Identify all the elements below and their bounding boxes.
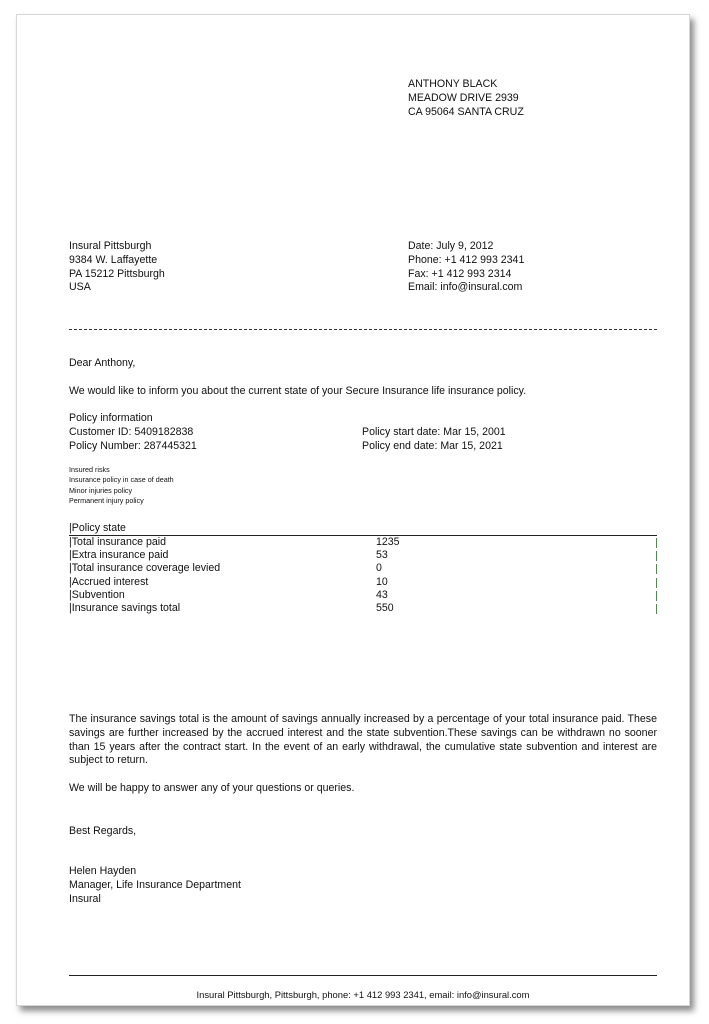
closing-line: We will be happy to answer any of your questions or queries. — [69, 782, 355, 794]
row-value: 43 — [376, 588, 388, 601]
sender-address — [69, 240, 165, 295]
row-label: | Insurance savings total — [69, 602, 180, 614]
row-value: 0 — [376, 562, 382, 575]
list-item: Permanent injury policy — [69, 496, 144, 506]
policy-number: Policy Number: 287445321 — [69, 440, 197, 452]
sender-phone: Phone: +1 412 993 2341 — [408, 253, 525, 266]
row-label: | Total insurance coverage levied — [69, 562, 220, 574]
recipient-name: ANTHONY BLACK — [408, 78, 498, 90]
sender-country: USA — [69, 281, 91, 294]
row-label: | Extra insurance paid — [69, 549, 168, 561]
table-row — [69, 549, 657, 562]
signer-name: Helen Hayden — [69, 865, 137, 877]
sender-email: Email: info@insural.com — [408, 281, 523, 294]
recipient-street: MEADOW DRIVE 2939 — [408, 91, 519, 104]
recipient-city: CA 95064 SANTA CRUZ — [408, 105, 524, 118]
table-row — [69, 589, 657, 602]
row-end-marker — [656, 591, 657, 601]
letter-date: Date: July 9, 2012 — [408, 240, 494, 252]
sender-street: 9384 W. Laffayette — [69, 253, 158, 266]
policy-state-title: | Policy state — [69, 522, 657, 536]
policy-state-table — [69, 522, 657, 615]
list-item: Minor injuries policy — [69, 485, 133, 495]
regards: Best Regards, — [69, 825, 137, 837]
list-item: Insurance policy in case of death — [69, 475, 174, 485]
footer-divider — [69, 975, 657, 976]
footer-contact: Insural Pittsburgh, Pittsburgh, phone: +1 412 993 2341, email: info@insural.com — [196, 989, 530, 1000]
table-row — [69, 562, 657, 575]
signer-company: Insural — [69, 892, 101, 905]
insured-risks-title: Insured risks — [69, 465, 110, 474]
row-value: 1235 — [376, 536, 400, 548]
policy-info-title: Policy information — [69, 412, 153, 424]
salutation: Dear Anthony, — [69, 357, 136, 369]
row-end-marker — [656, 551, 657, 561]
insured-risks-list — [69, 465, 174, 507]
sender-company: Insural Pittsburgh — [69, 240, 152, 252]
policy-end-date: Policy end date: Mar 15, 2021 — [362, 440, 503, 452]
table-row — [69, 602, 657, 615]
letter-meta — [408, 240, 524, 295]
letter-page — [16, 14, 690, 1006]
sender-city: PA 15212 Pittsburgh — [69, 267, 165, 280]
signer-title: Manager, Life Insurance Department — [69, 878, 241, 891]
table-row — [69, 576, 657, 589]
row-end-marker — [656, 538, 657, 548]
recipient-address — [408, 78, 524, 119]
intro-paragraph: We would like to inform you about the current state of your Secure Insurance life insurance policy. — [69, 385, 527, 397]
sender-fax: Fax: +1 412 993 2314 — [408, 267, 512, 280]
signature-block — [69, 865, 241, 906]
row-value: 550 — [376, 601, 394, 614]
row-end-marker — [656, 564, 657, 574]
row-value: 53 — [376, 549, 388, 562]
header-divider — [69, 329, 657, 330]
row-end-marker — [656, 604, 657, 614]
row-value: 10 — [376, 575, 388, 588]
savings-description: The insurance savings total is the amount of savings annually increased by a percentage of your total insurance paid. These savings are further increased by the accrued interest and the state subvention.These savings can be withdrawn no sooner than 15 years after the contract start. In the event of an early withdrawal, the cumulative state subvention and interest are subject to return. — [69, 713, 657, 767]
policy-start-date: Policy start date: Mar 15, 2001 — [362, 426, 506, 438]
row-label: | Subvention — [69, 589, 125, 601]
table-row — [69, 536, 657, 549]
row-label: | Accrued interest — [69, 576, 148, 588]
customer-id: Customer ID: 5409182838 — [69, 426, 194, 438]
row-end-marker — [656, 578, 657, 588]
row-label: | Total insurance paid — [69, 536, 166, 548]
